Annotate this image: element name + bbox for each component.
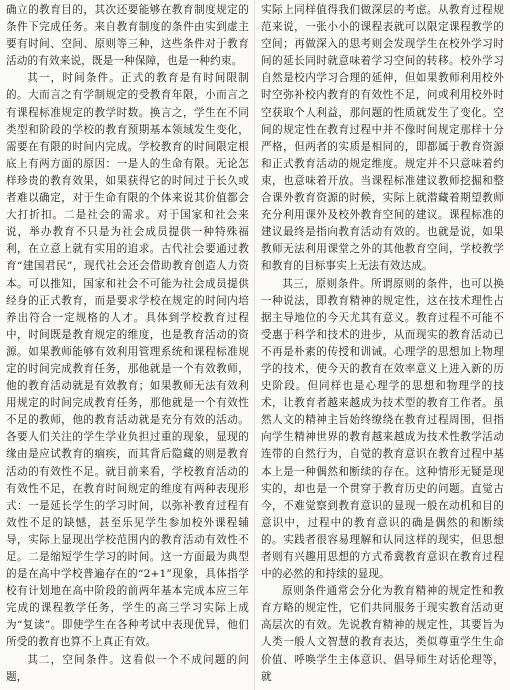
right-column: [261, 2, 504, 686]
left-column: [6, 2, 249, 686]
paragraph: 确立的教育目的，其次还要能够在教育制度规定的条件下完成任务。来自教育制度的条件由实到虚主要有时间、空间、原则等三种，这些条件对于教育活动的有效来说，既是一种保障，也是一种约束。: [6, 4, 249, 68]
column-divider: [254, 0, 255, 690]
paragraph: 实际上同样值得我们做深层的考虑。从教育过程规范来说，一张小小的课程表就可以限定课程教学的空间；再做深入的思考则会发现学生在校外学习时间的延长同时就意味着学习空间的转移。校外学习自然是校内学习合理的延伸，但如果教师利用校外时空弥补校内教育的有效性不足，问或利用校外时空获取个人利益，那问题的性质就发生了变化。空间的规定性在教育过程中并不像时间规定那样十分严格，但两者的实质是相同的，即都属于教育资源和正式教育活动的规定维度。规定并不只意味着约束，也意味着开放。当课程标准建议教师挖掘和整合课外教育资源的时候，实际上就潜藏着期望教师充分利用课外及校外教育空间的建议。课程标准的建议最终是指向教育活动有效的。也就是说，如果教师无法利用课堂之外的其他教育空间，学校教学和教育的目标事实上无法有效达成。: [261, 4, 504, 273]
paragraph: 其三，原则条件。所谓原则的条件，也可以换一种说法，即教育精神的规定性，这在技术理性占据主导地位的今天尤其有意义。教育过程不可能不受惠于科学和技术的进步，从而现实的教育活动已不再是朴素的传授和训诫。心理学的思想加上物理学的技术，使今天的教育在效率意义上进入新的历史阶段。但同样也是心理学的思想和物理学的技术，让教育者越来越成为技术型的教育工作者。虽然人文的精神主旨始终缭绕在教育过程周围，但指向学生精神世界的教育越来越成为技术性教学活动连带的自然行为，自觉的教育意识在教育过程中基本上是一种偶然和断续的存在。这种情形无疑是现实的，却也是一个贯穿于教育历史的问题。直觉古今，不难觉察到教育意识的显现一般在动机和目的意识中，过程中的教育意识的确是偶然的和断续的。实践者很容易理解和认同这样的现实，但思想者则有兴趣用思想的方式希冀教育意识在教育过程中的必然的和持续的显现。: [261, 277, 504, 581]
paragraph: 其一，时间条件。正式的教育是有时间限制的。大而言之有学制规定的受教育年限，小而言之有课程标准规定的教学时数。换言之，学生在不同类型和阶段的学校的教育预期基本领域发生变化，需要在有限的时间内完成。学校教育的时间限定根底上有两方面的原因：一是人的生命有限。无论怎样珍贵的教育效果，如果获得它的时间过于长久或者难以确定，对于生命有限的个体来说其价值都会大打折扣。二是社会的需求。对于国家和社会来说，举办教育不只是为社会成员提供一种特殊福利，在立意上就有实用的追求。古代社会要通过教育“建国君民”，现代社会还会借助教育创造人力资本。可以推知，国家和社会不可能为社会成员提供经身的正式教育，而是要求学校在规定的时间内培养出符合一定规格的人才。具体到学校教育过程中，时间既是教育规定的维度，也是教育活动的资源。如果教师能够有效利用管理系统和课程标准规定的时间完成教育任务，那他就是一个有效教师，他的教育活动就是有效教育；如果教师无法有效利用规定的时间完成教育任务，那他就是一个有效性不足的教师，他的教育活动就是充分有效的活动。各要人们关注的学生学业负担过重的现象，显现的缘由是应试教育的痼疾，而其背后隐藏的则是教育活动的有效性不足。就目前来看，学校教育活动的有效性不足，在教育时间规定的维度有两种表现形式：一是延长学生的学习时间，以弥补教育过程有效性不足的缺憾，甚至乐见学生参加校外课程辅导，实际上显现出学校范围内的教育活动有效性不足。二是缩短学生学习的时间。这一方面最为典型的是在高中学校普遍存在的“2+1”现象，具体指学校有计划地在高中阶段的前两年基本完成本应三年完成的课程教学任务，学生的高三学习实际上成为“复读”。即使学生在各种考试中表现优异，他们所受的教育也算不上真正有效。: [6, 72, 249, 649]
paragraph: 其二，空间条件。这看似一个不成问题的问题，: [6, 653, 249, 683]
paragraph: 原则条件通常会分化为教育精神的规定性和教育方略的规定性，它们共同服务于现实教育活动更高层次的有效。先说教育精神的规定性，其要旨为人类一般人文智慧的教育表达，类似尊重学生生命价值、呼唤学生主体意识、倡导师生对话伦理等，就: [261, 585, 504, 683]
